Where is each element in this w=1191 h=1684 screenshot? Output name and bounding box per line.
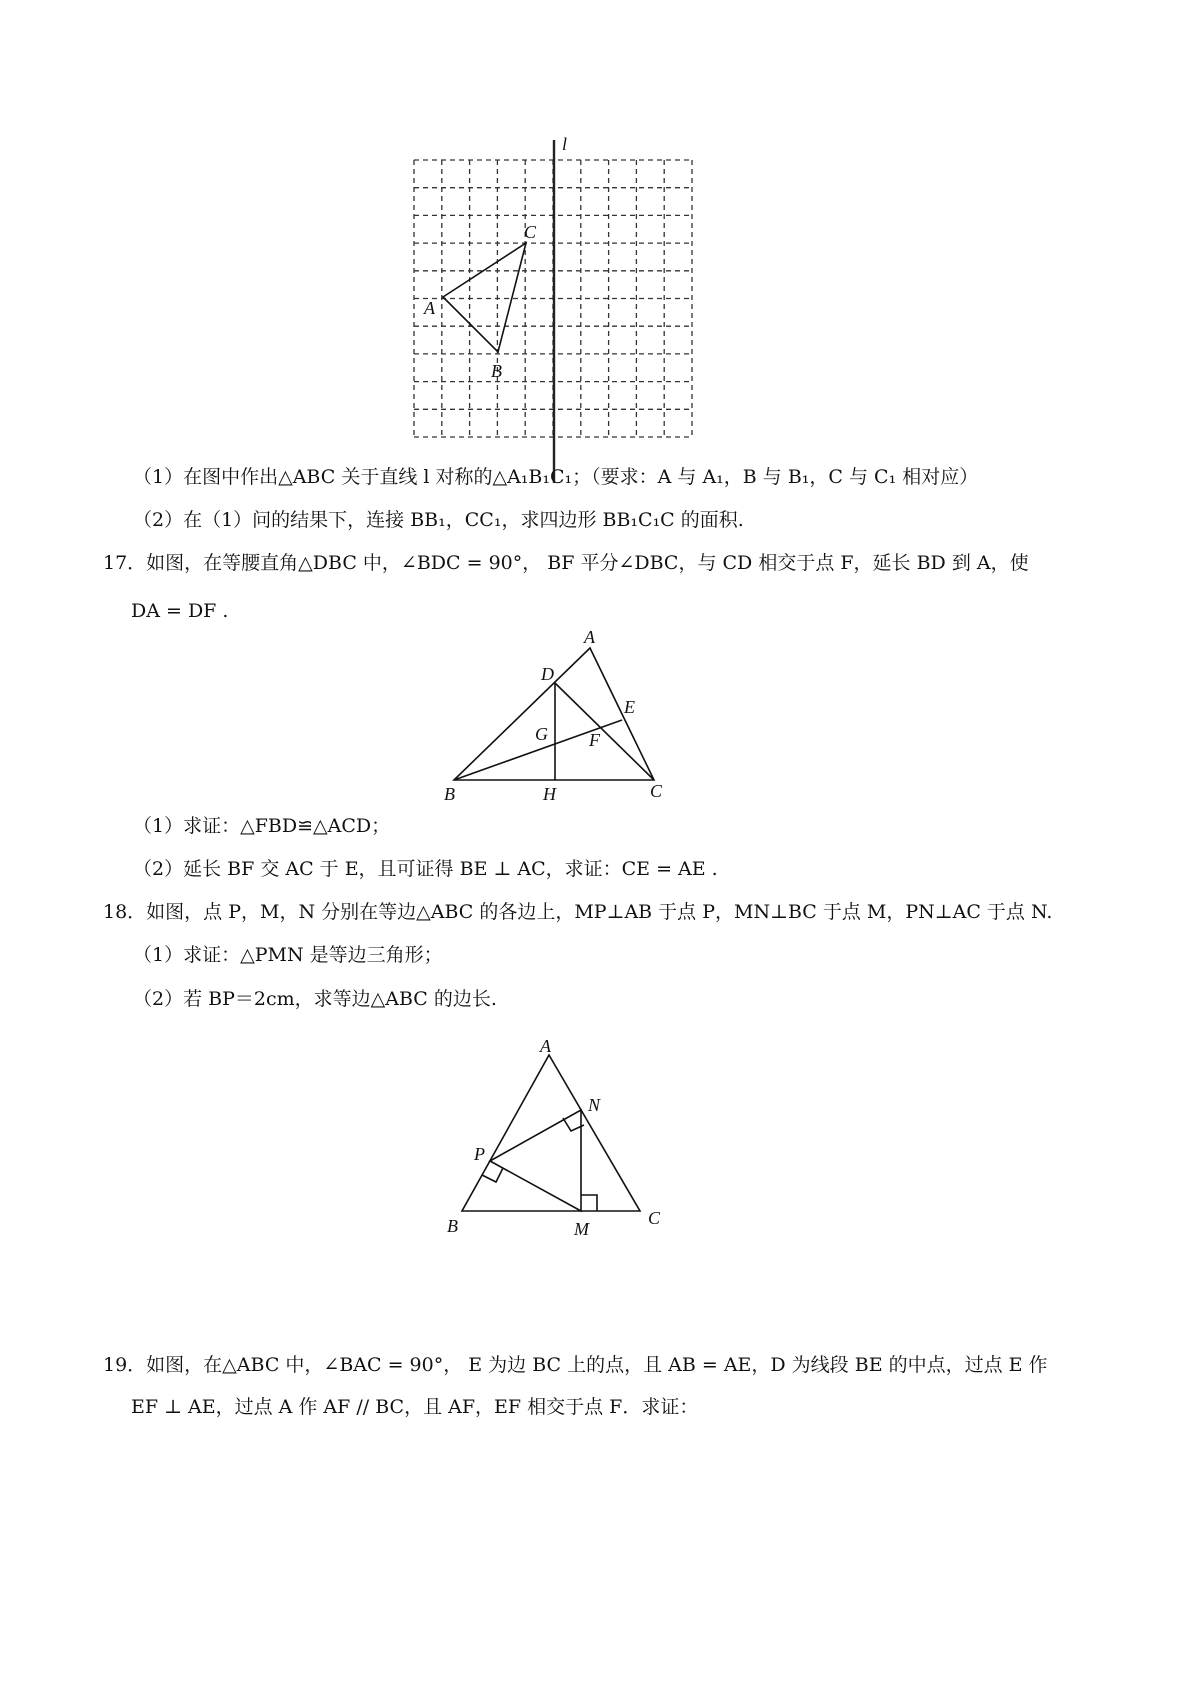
point-label-b: B — [447, 1216, 458, 1236]
q18-line1: 18．如图，点 P，M，N 分别在等边△ABC 的各边上，MP⊥AB 于点 P，MN⊥BC 于点 M，PN⊥AC 于点 N. — [103, 901, 1053, 923]
figure-18 — [440, 1030, 670, 1250]
grid-figure — [400, 130, 710, 490]
q17-part1: （1）求证：△FBD≌△ACD； — [133, 815, 391, 837]
axis-label-l: l — [562, 134, 568, 154]
point-label-e: E — [624, 697, 635, 717]
figure-17 — [430, 625, 680, 805]
point-label-a: A — [424, 298, 435, 318]
point-label-d: D — [541, 664, 554, 684]
point-label-b: B — [491, 361, 502, 381]
q16-part2: （2）在（1）问的结果下，连接 BB₁，CC₁，求四边形 BB₁C₁C 的面积. — [133, 509, 744, 531]
triangle-abc — [443, 243, 526, 352]
q19-line1: 19．如图，在△ABC 中，∠BAC = 90°， E 为边 BC 上的点，且 AB = AE，D 为线段 BE 的中点，过点 E 作 — [103, 1354, 1048, 1376]
point-label-c: C — [650, 781, 663, 801]
q18-part1: （1）求证：△PMN 是等边三角形； — [133, 944, 443, 966]
q18-part2: （2）若 BP＝2cm，求等边△ABC 的边长. — [133, 988, 497, 1010]
point-label-a: A — [584, 627, 595, 647]
q17-line1: 17．如图，在等腰直角△DBC 中，∠BDC = 90°， BF 平分∠DBC，与 CD 相交于点 F，延长 BD 到 A，使 — [103, 552, 1029, 574]
point-label-m: M — [574, 1219, 589, 1239]
point-label-f: F — [589, 730, 600, 750]
point-label-b: B — [444, 784, 455, 804]
point-label-p: P — [474, 1144, 485, 1164]
q19-line2: EF ⊥ AE，过点 A 作 AF // BC，且 AF，EF 相交于点 F．求证： — [131, 1396, 699, 1418]
point-label-c: C — [524, 222, 537, 242]
point-label-h: H — [543, 784, 556, 804]
point-label-g: G — [535, 724, 548, 744]
q17-line2: DA = DF . — [131, 600, 229, 622]
q17-part2: （2）延长 BF 交 AC 于 E，且可证得 BE ⊥ AC，求证：CE = AE . — [133, 858, 718, 880]
q16-part1: （1）在图中作出△ABC 关于直线 l 对称的△A₁B₁C₁；（要求：A 与 A₁，B 与 B₁，C 与 C₁ 相对应） — [133, 466, 979, 488]
point-label-n: N — [588, 1095, 601, 1115]
point-label-a: A — [540, 1036, 551, 1056]
point-label-c: C — [648, 1208, 661, 1228]
